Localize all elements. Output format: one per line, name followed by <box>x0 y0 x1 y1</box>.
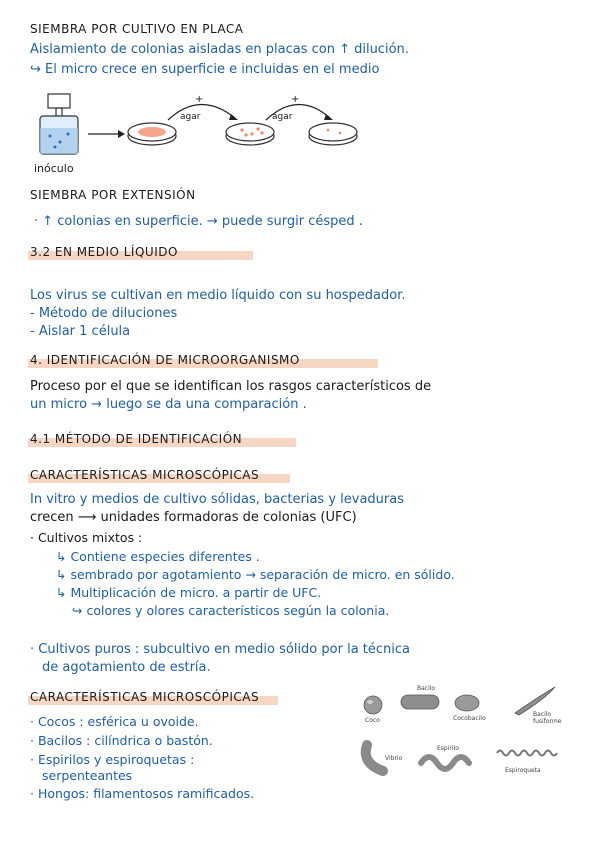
text-line: · Cultivos mixtos : <box>30 530 143 545</box>
text-line: - Método de diluciones <box>30 306 178 321</box>
agar-label: agar <box>180 112 201 122</box>
text-line: In vitro y medios de cultivo sólidas, bacterias y levaduras <box>30 492 404 507</box>
spirillum-icon <box>421 757 469 769</box>
morph-label-vibrio: Vibrio <box>385 755 403 762</box>
section-title-microscopicas: CARACTERÍSTICAS MICROSCÓPICAS <box>30 468 260 482</box>
inoculo-label: inóculo <box>34 162 74 175</box>
section-title-identificacion: 4. IDENTIFICACIÓN DE MICROORGANISMO <box>30 353 300 367</box>
morph-label-bacilo-fusiforme: Bacilo fusiforme <box>533 711 562 725</box>
coccus-icon <box>364 696 382 714</box>
spirochete-icon <box>497 751 557 756</box>
section-title-cultivo-placa: SIEMBRA POR CULTIVO EN PLACA <box>30 22 244 36</box>
morph-label-cocobacilo: Cocobacilo <box>453 715 486 722</box>
bacteria-morphology-figure <box>355 683 570 795</box>
inoculum-bottle-icon <box>40 94 78 154</box>
plus-label: + <box>195 94 204 105</box>
bullet-item: ↪ colores y olores característicos según la colonia. <box>72 603 390 618</box>
agar-label: agar <box>272 112 293 122</box>
bullet-item: ↳ sembrado por agotamiento → separación de micro. en sólido. <box>56 567 455 582</box>
plus-label: + <box>291 94 300 105</box>
text-line: ↪ El micro crece en superficie e incluidas en el medio <box>30 62 380 77</box>
list-item: · Bacilos : cilíndrica o bastón. <box>30 733 213 748</box>
bullet-item: ↳ Contiene especies diferentes . <box>56 549 260 564</box>
section-title-microscopicas-2: CARACTERÍSTICAS MICROSCÓPICAS <box>30 690 260 704</box>
petri-dish-icon <box>309 123 357 145</box>
coccobacillus-icon <box>455 695 479 711</box>
morph-label-espiroqueta: Espiroqueta <box>505 767 541 774</box>
text-line: crecen ⟶ unidades formadoras de colonias (UFC) <box>30 510 357 525</box>
morph-label-coco: Coco <box>365 717 380 724</box>
list-item: · Espirilos y espiroquetas : <box>30 752 195 767</box>
text-line: · Cultivos puros : subcultivo en medio sólido por la técnica <box>30 642 410 657</box>
bullet-item: ↳ Multiplicación de micro. a partir de UFC. <box>56 585 322 600</box>
text-line: · ↑ colonias en superficie. → puede surgir césped . <box>34 214 363 229</box>
section-title-extension: SIEMBRA POR EXTENSIÓN <box>30 188 196 202</box>
bacillus-icon <box>401 695 439 709</box>
section-title-metodo: 4.1 MÉTODO DE IDENTIFICACIÓN <box>30 432 243 446</box>
petri-dish-icon <box>226 123 274 145</box>
text-line: Aislamiento de colonias aisladas en placas con ↑ dilución. <box>30 42 409 57</box>
vibrio-icon <box>366 745 383 771</box>
text-line: - Aislar 1 célula <box>30 324 131 339</box>
morph-label-espirilo: Espirilo <box>437 745 459 752</box>
text-line: Proceso por el que se identifican los rasgos característicos de <box>30 379 432 394</box>
text-line: de agotamiento de estría. <box>42 660 211 675</box>
petri-dish-icon <box>128 123 176 145</box>
section-title-medio-liquido: 3.2 EN MEDIO LÍQUIDO <box>30 245 178 259</box>
text-line: Los virus se cultivan en medio líquido con su hospedador. <box>30 288 406 303</box>
list-item: · Cocos : esférica u ovoide. <box>30 714 199 729</box>
plating-diagram <box>30 92 360 182</box>
list-item: · Hongos: filamentosos ramificados. <box>30 786 255 801</box>
text-line: un micro → luego se da una comparación . <box>30 397 307 412</box>
morph-label-bacilo: Bacilo <box>417 685 436 692</box>
list-item: serpenteantes <box>42 768 133 783</box>
